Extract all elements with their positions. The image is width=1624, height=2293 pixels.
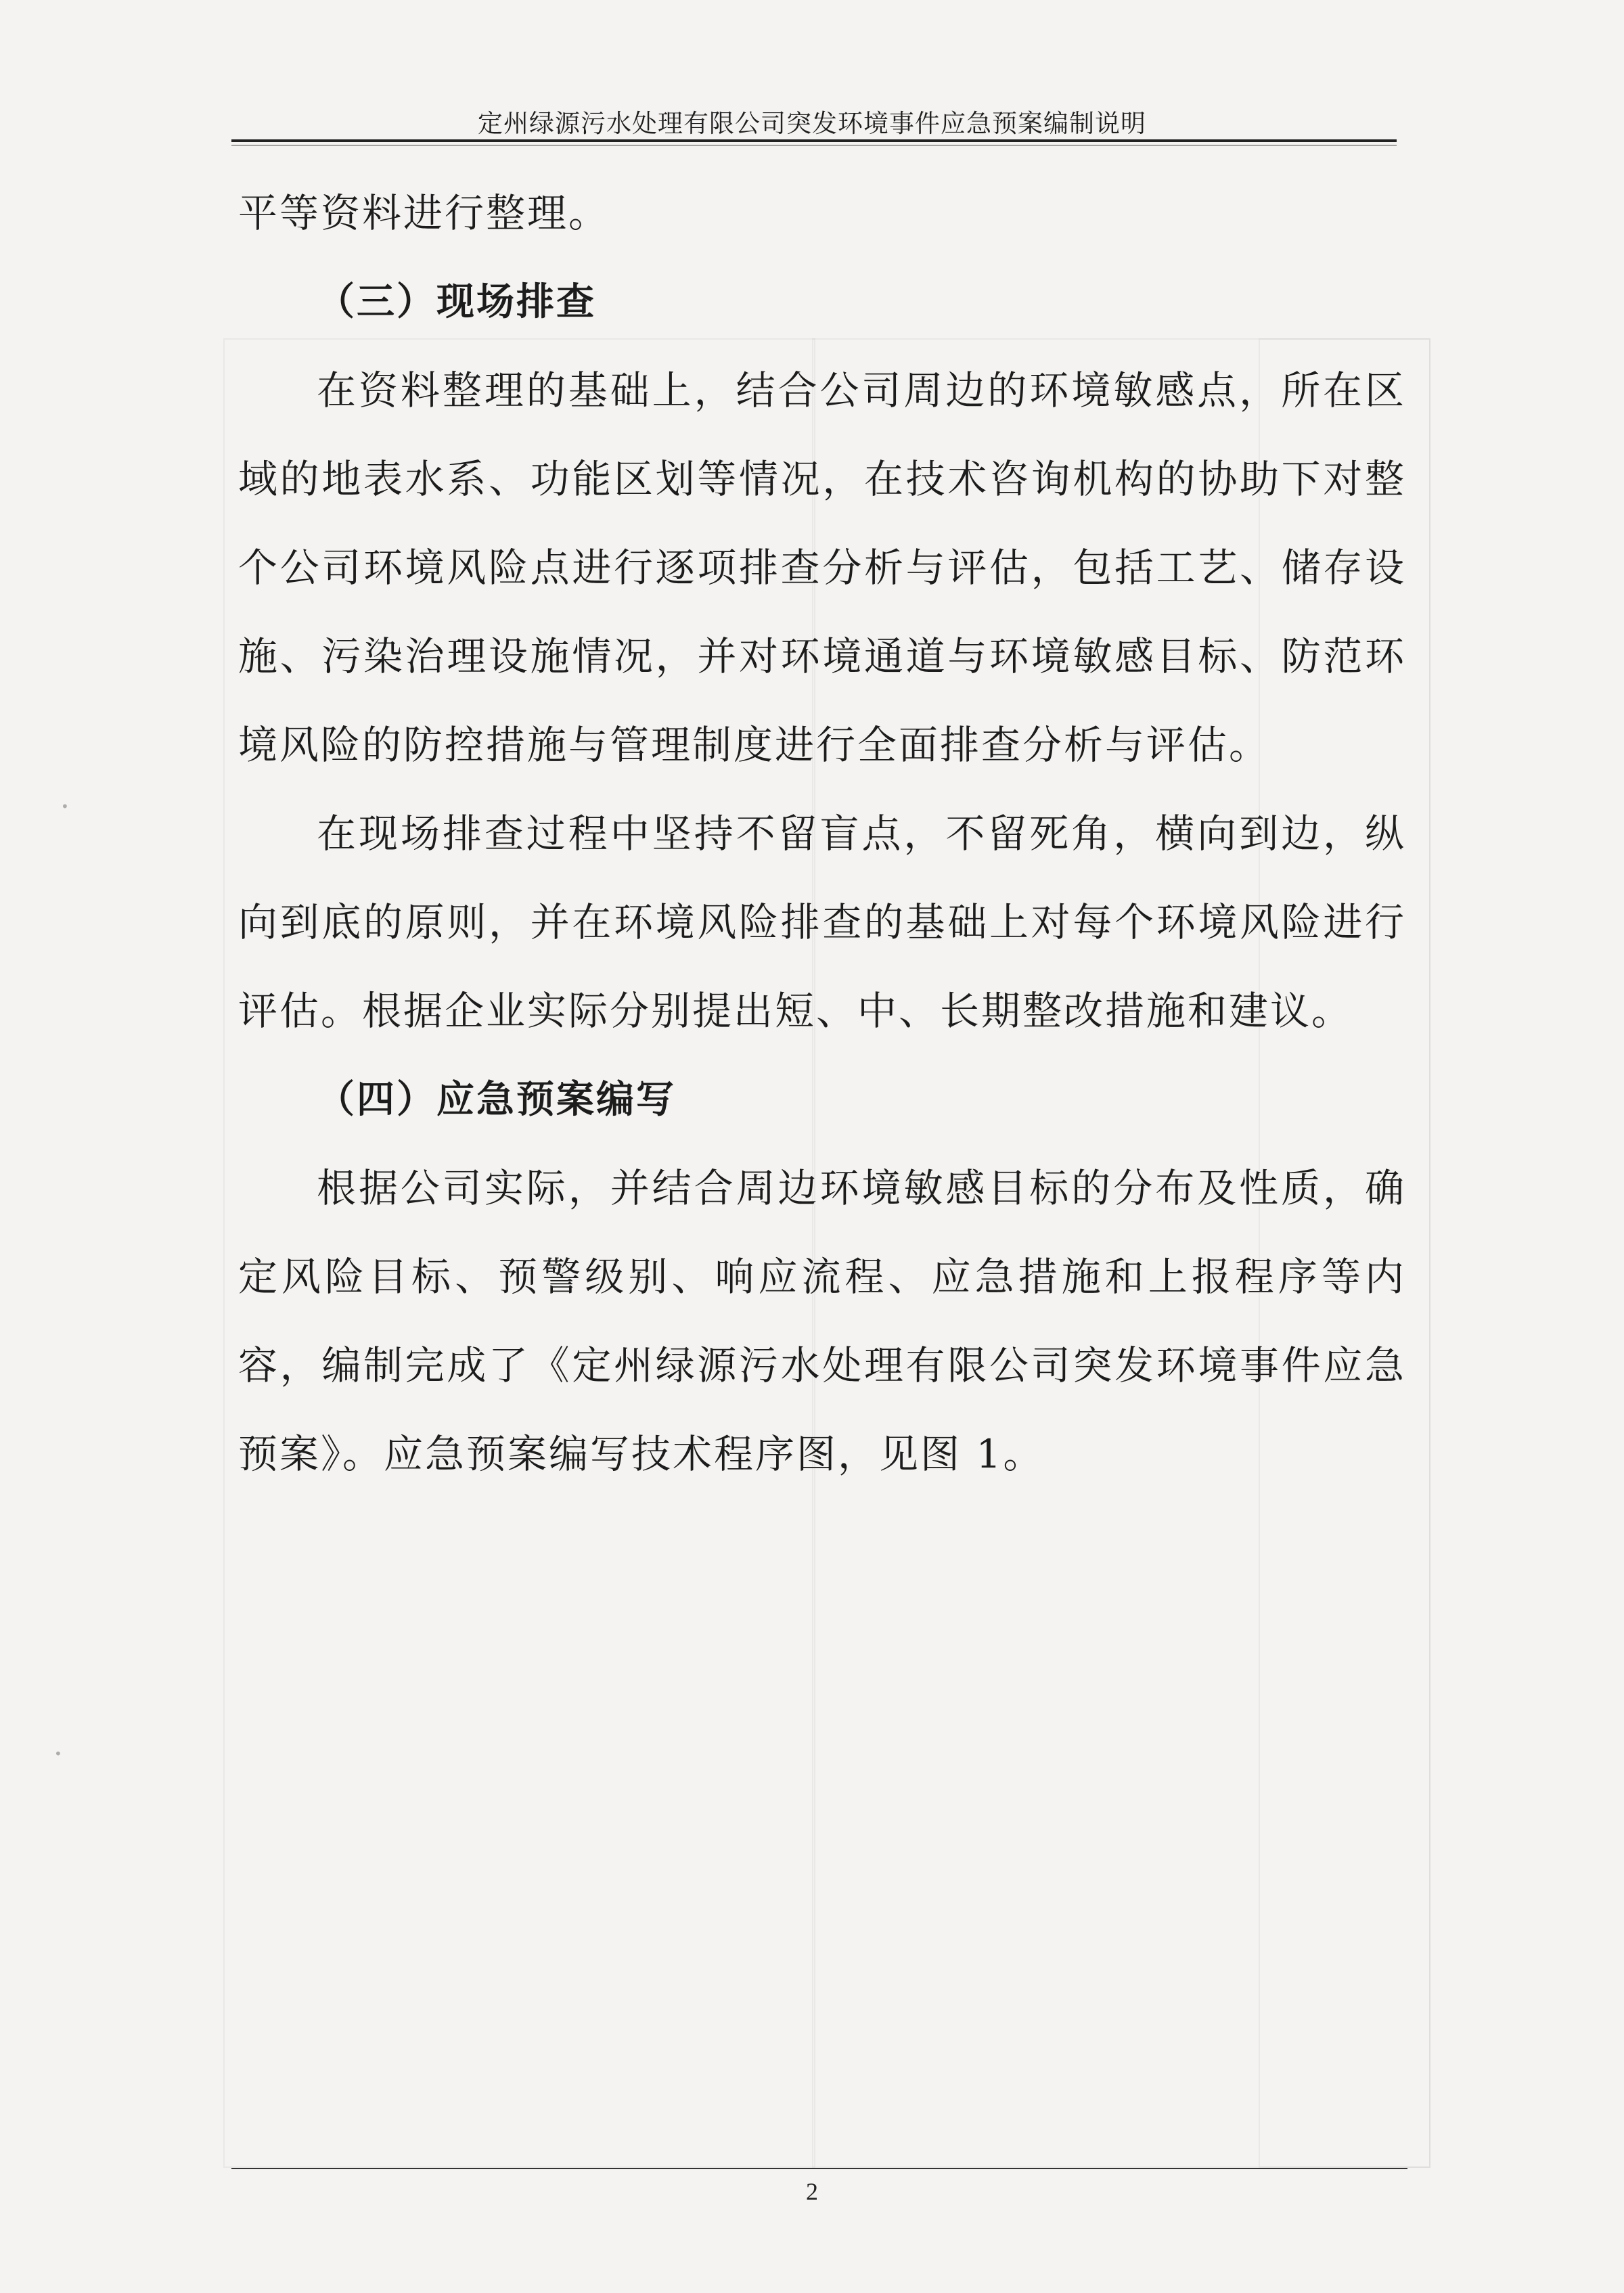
scan-speck: • bbox=[54, 1746, 62, 1762]
section-heading-plan-writing: （四）应急预案编写 bbox=[317, 1078, 676, 1122]
body-text bbox=[238, 169, 1406, 1499]
continuation-paragraph: 平等资料进行整理。 bbox=[238, 190, 610, 236]
site-inspection-paragraph-2: 在现场排查过程中坚持不留盲点，不留死角，横向到边，纵向到底的原则，并在环境风险排查的基础上对每个环境风险进行评估。根据企业实际分别提出短、中、长期整改措施和建议。 bbox=[238, 811, 1406, 1034]
site-inspection-paragraph-1: 在资料整理的基础上，结合公司周边的环境敏感点，所在区域的地表水系、功能区划等情况，在技术咨询机构的协助下对整个公司环境风险点进行逐项排查分析与评估，包括工艺、储存设施、污染治理设施情况，并对环境通道与环境敏感目标、防范环境风险的防控措施与管理制度进行全面排查分析与评估。 bbox=[238, 367, 1406, 768]
scan-speck: • bbox=[61, 798, 69, 815]
section-heading-site-inspection: （三）现场排查 bbox=[317, 280, 596, 324]
running-header-title: 定州绿源污水处理有限公司突发环境事件应急预案编制说明 bbox=[478, 109, 1146, 138]
page-number: 2 bbox=[806, 2178, 818, 2205]
header-rule bbox=[231, 139, 1397, 142]
footer-rule bbox=[231, 2168, 1407, 2169]
plan-writing-paragraph: 根据公司实际，并结合周边环境敏感目标的分布及性质，确定风险目标、预警级别、响应流程、应急措施和上报程序等内容，编制完成了《定州绿源污水处理有限公司突发环境事件应急预案》。应急预案编写技术程序图，见图 1。 bbox=[238, 1165, 1406, 1477]
